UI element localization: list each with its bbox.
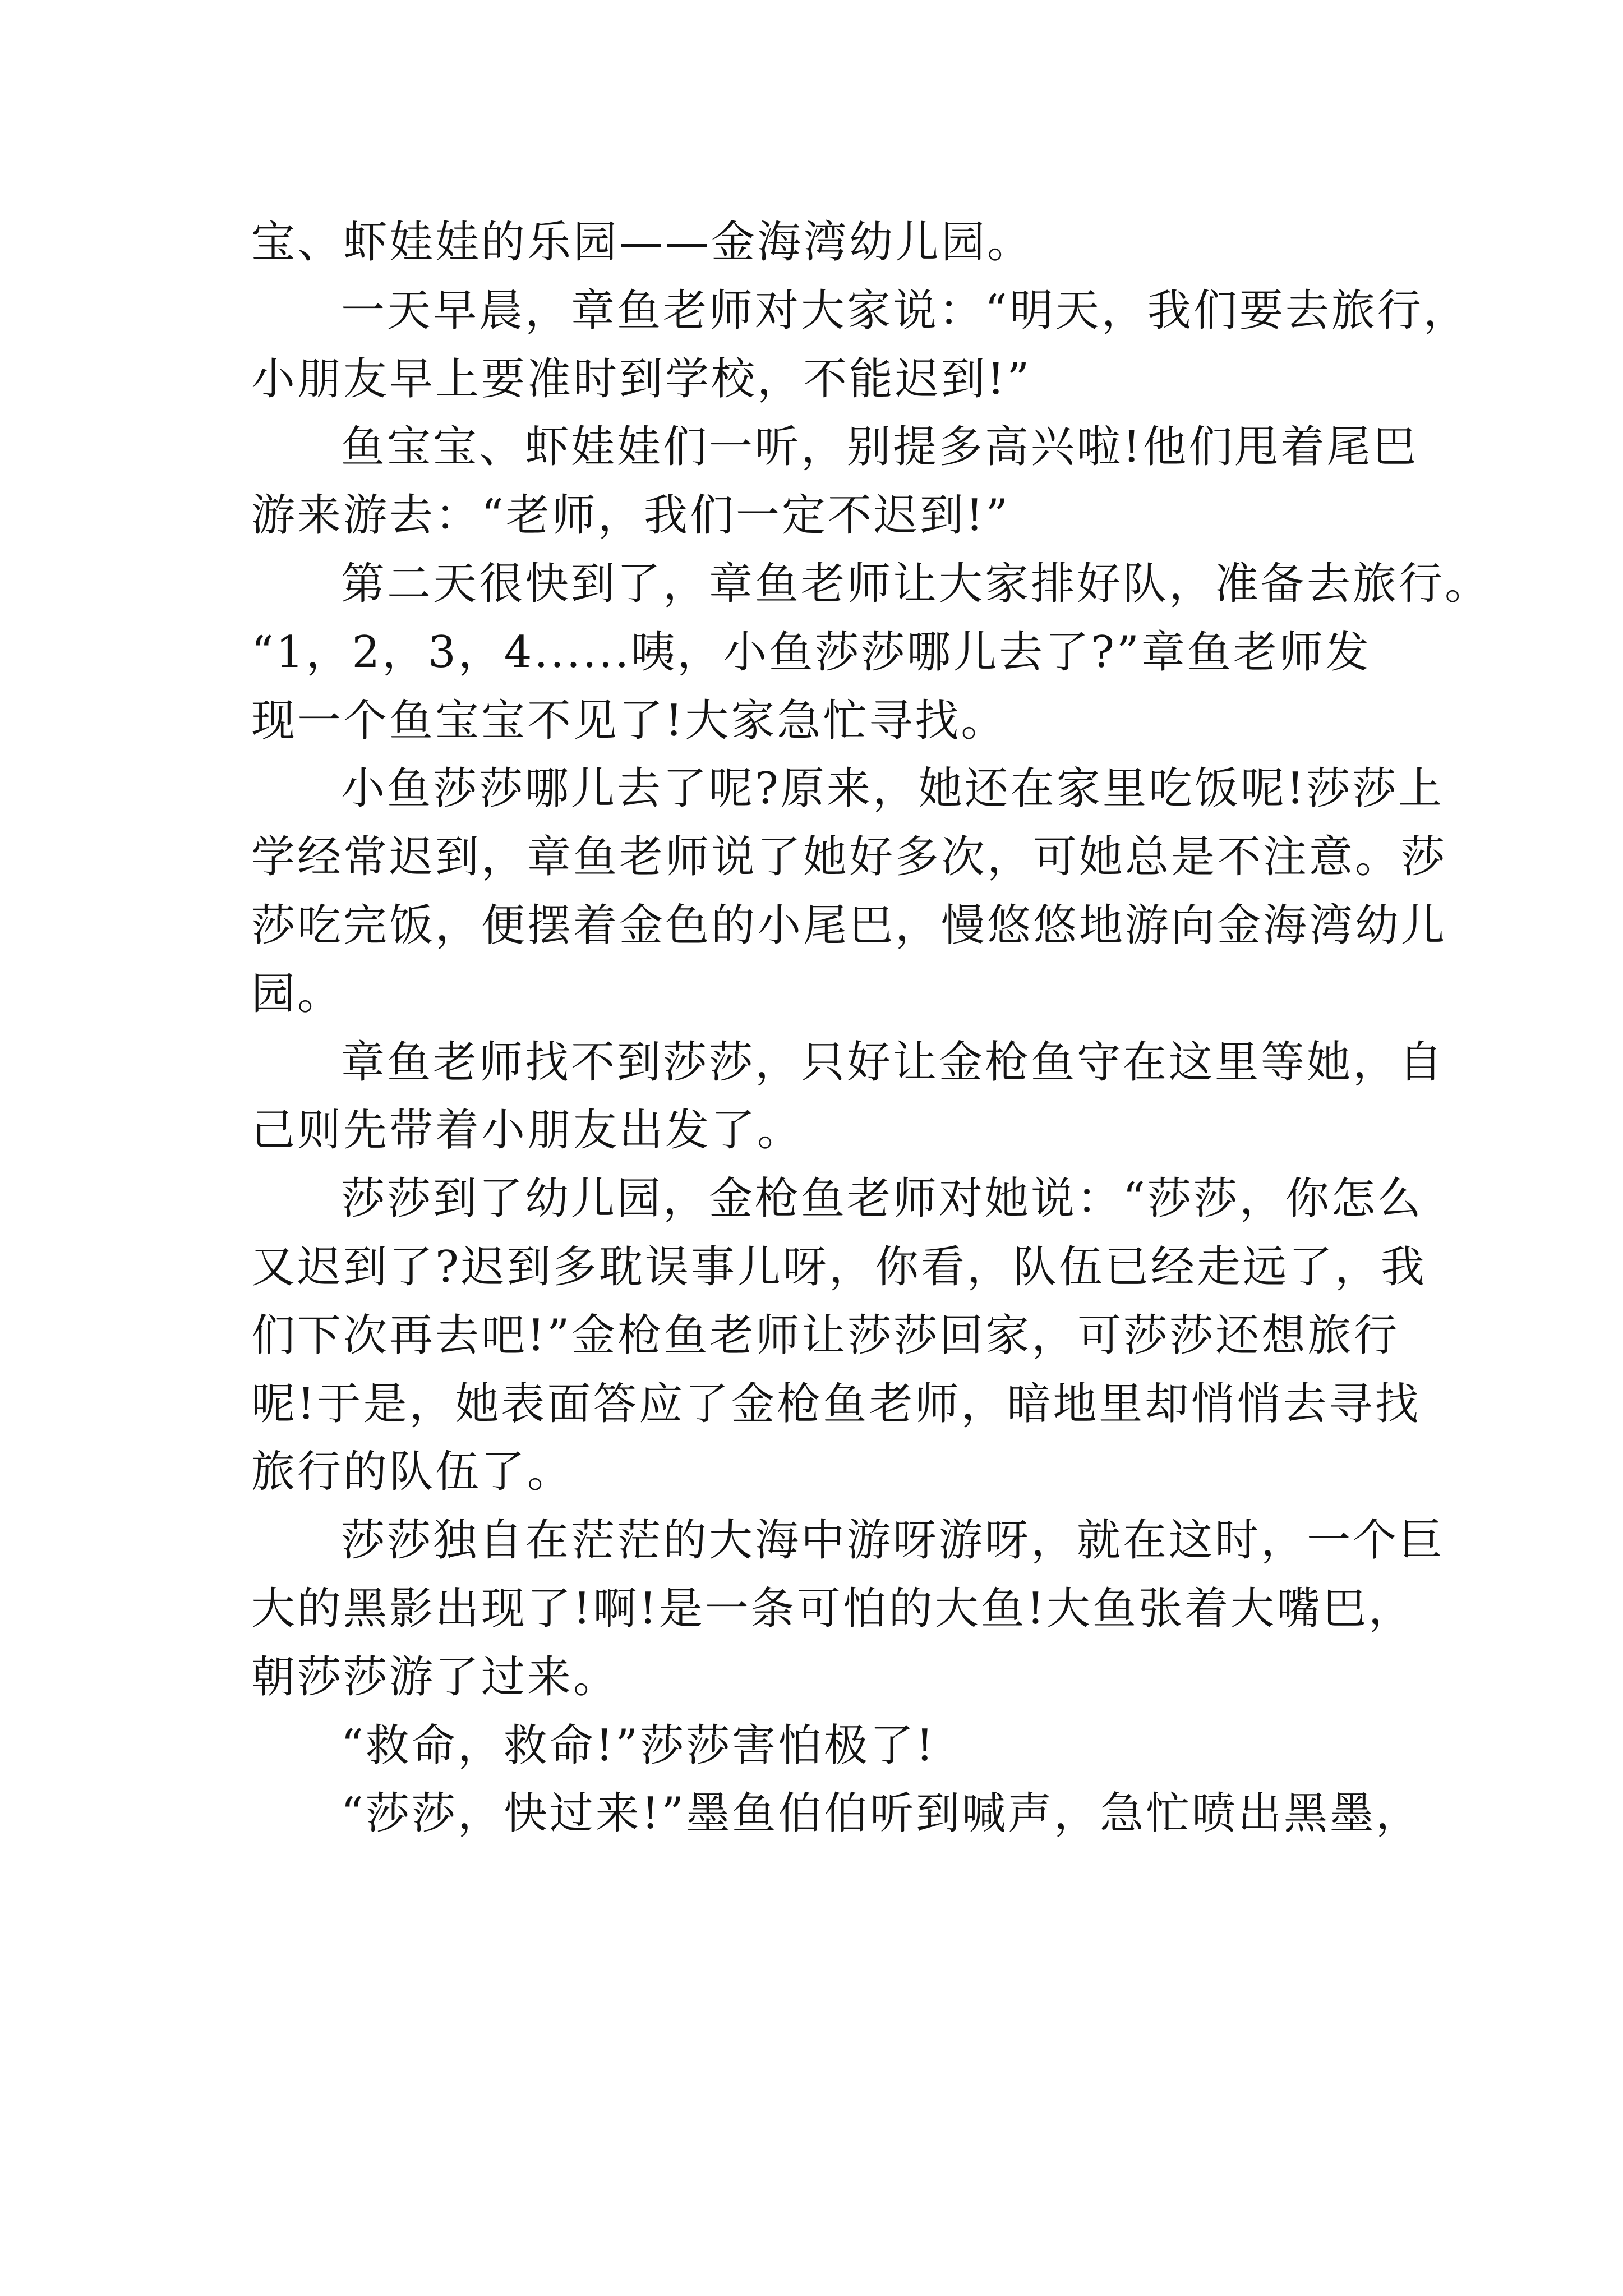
text-line: 己则先带着小朋友出发了。: [251, 1105, 804, 1156]
text-line: 游来游去：“老师，我们一定不迟到!”: [251, 490, 1011, 541]
text-line: 莎莎独自在茫茫的大海中游呀游呀，就在这时，一个巨: [341, 1515, 1445, 1566]
text-line: 鱼宝宝、虾娃娃们一听，别提多高兴啦!他们甩着尾巴: [341, 422, 1419, 473]
text-line: 莎吃完饭，便摆着金色的小尾巴，慢悠悠地游向金海湾幼儿: [251, 900, 1447, 951]
text-line: 现一个鱼宝宝不见了!大家急忙寻找。: [251, 695, 1007, 746]
text-line: 第二天很快到了，章鱼老师让大家排好队，准备去旅行。: [341, 558, 1491, 609]
text-line: 朝莎莎游了过来。: [251, 1651, 620, 1703]
text-line: “1，2，3，4......咦，小鱼莎莎哪儿去了?”章鱼老师发: [251, 627, 1371, 678]
text-line: 呢!于是，她表面答应了金枪鱼老师，暗地里却悄悄去寻找: [251, 1378, 1421, 1429]
text-line: 又迟到了?迟到多耽误事儿呀，你看，队伍已经走远了，我: [251, 1241, 1427, 1292]
text-line: 宝、虾娃娃的乐园——金海湾幼儿园。: [251, 217, 1034, 268]
text-line: 一天早晨，章鱼老师对大家说：“明天，我们要去旅行，: [341, 285, 1469, 336]
text-line: “莎莎，快过来!”墨鱼伯伯听到喊声，急忙喷出黑墨，: [341, 1788, 1422, 1839]
text-line: 小朋友早上要准时到学校，不能迟到!”: [251, 353, 1032, 404]
text-line: 们下次再去吧!”金枪鱼老师让莎莎回家，可莎莎还想旅行: [251, 1310, 1400, 1361]
text-line: 旅行的队伍了。: [251, 1447, 574, 1498]
text-line: 园。: [251, 968, 344, 1019]
text-line: 学经常迟到，章鱼老师说了她好多次，可她总是不注意。莎: [251, 832, 1447, 883]
text-line: 章鱼老师找不到莎莎，只好让金枪鱼守在这里等她，自: [341, 1037, 1445, 1088]
text-line: 大的黑影出现了!啊!是一条可怕的大鱼!大鱼张着大嘴巴，: [251, 1583, 1415, 1634]
document-page: [251, 209, 1491, 1848]
text-line: 莎莎到了幼儿园，金枪鱼老师对她说：“莎莎，你怎么: [341, 1174, 1423, 1225]
text-line: “救命，救命!”莎莎害怕极了!: [341, 1720, 936, 1771]
text-line: 小鱼莎莎哪儿去了呢?原来，她还在家里吃饭呢!莎莎上: [341, 763, 1445, 815]
